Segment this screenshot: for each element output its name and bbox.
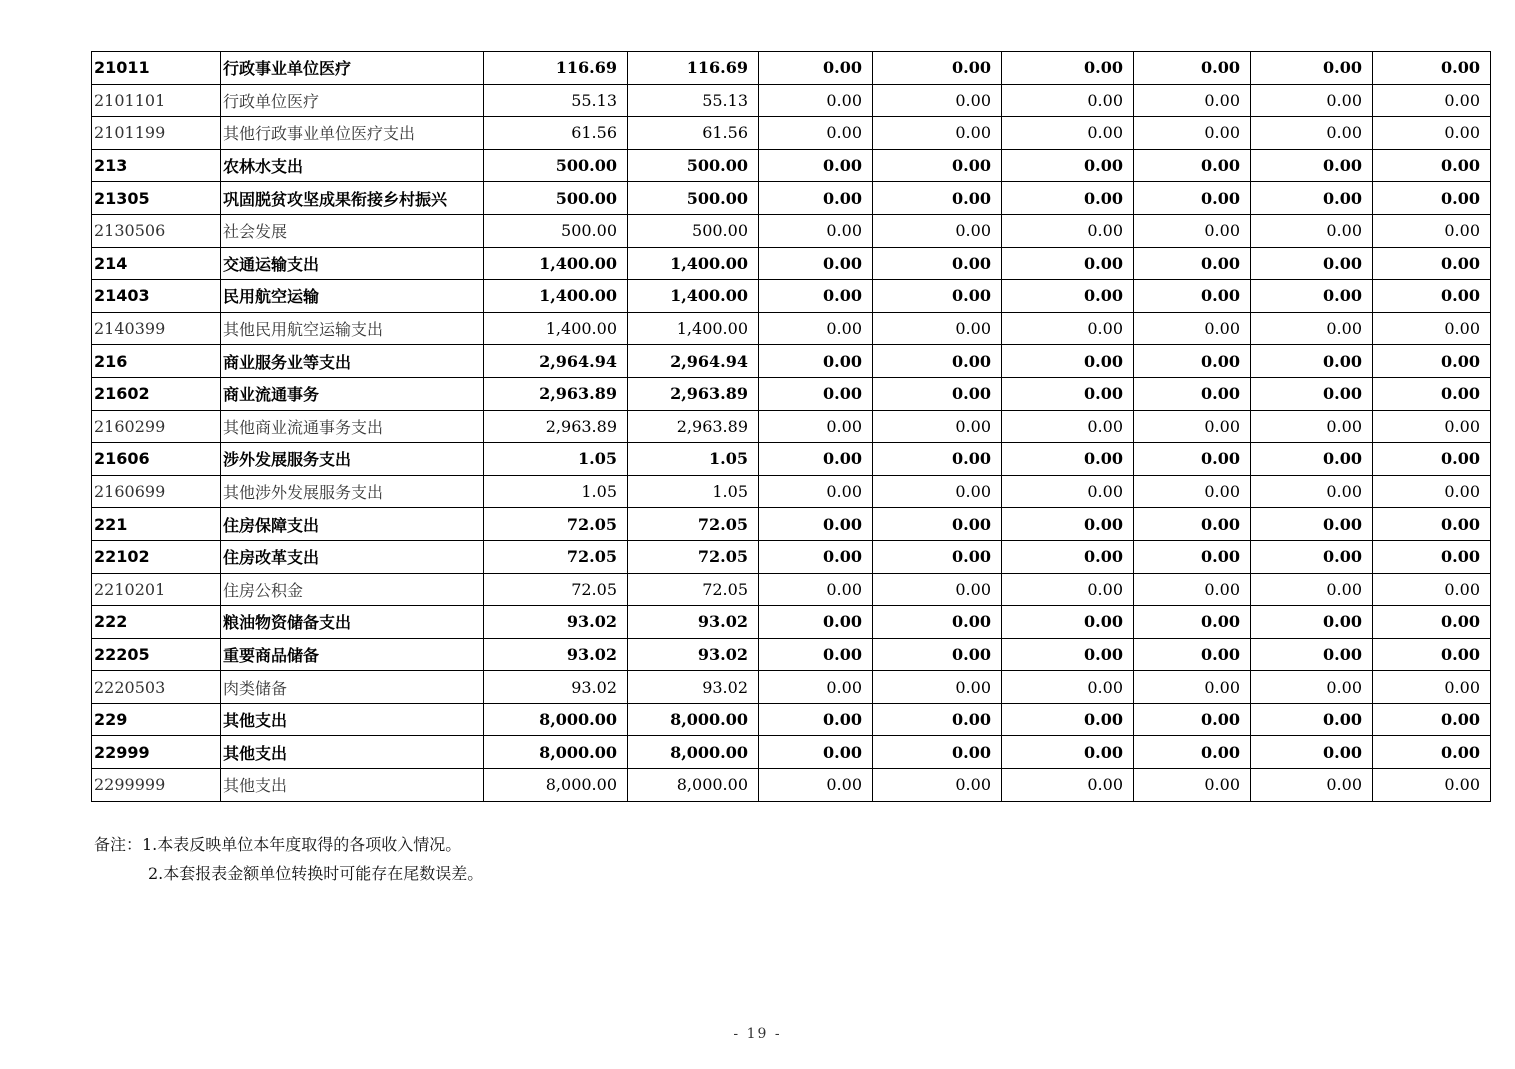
amount-cell: 0.00 [759,769,873,802]
amount-cell: 0.00 [759,606,873,639]
amount-cell: 72.05 [628,540,759,573]
amount-cell: 72.05 [628,573,759,606]
table-row [92,508,1491,541]
amount-cell: 0.00 [1002,638,1134,671]
subject-name-cell: 其他支出 [221,769,484,802]
amount-cell: 0.00 [1251,443,1373,476]
amount-cell: 0.00 [1373,508,1491,541]
table-row [92,312,1491,345]
amount-cell: 0.00 [759,182,873,215]
subject-code-cell: 22205 [92,638,221,671]
amount-cell: 1,400.00 [628,280,759,313]
subject-code-cell: 2101101 [92,84,221,117]
amount-cell: 0.00 [873,606,1002,639]
amount-cell: 0.00 [1134,703,1251,736]
amount-cell: 0.00 [873,508,1002,541]
amount-cell: 2,964.94 [628,345,759,378]
amount-cell: 500.00 [484,149,628,182]
amount-cell: 0.00 [1373,671,1491,704]
amount-cell: 0.00 [1002,410,1134,443]
subject-code-cell: 2210201 [92,573,221,606]
amount-cell: 0.00 [1002,508,1134,541]
amount-cell: 0.00 [1373,540,1491,573]
amount-cell: 0.00 [1251,540,1373,573]
subject-name-cell: 其他支出 [221,703,484,736]
subject-name-cell: 商业服务业等支出 [221,345,484,378]
amount-cell: 2,964.94 [484,345,628,378]
table-row [92,736,1491,769]
amount-cell: 500.00 [628,182,759,215]
amount-cell: 1.05 [484,475,628,508]
table-row [92,84,1491,117]
amount-cell: 1.05 [628,475,759,508]
amount-cell: 0.00 [873,573,1002,606]
amount-cell: 0.00 [1251,312,1373,345]
subject-name-cell: 重要商品储备 [221,638,484,671]
amount-cell: 1,400.00 [484,312,628,345]
note-line-1: 备注：1.本表反映单位本年度取得的各项收入情况。 [94,835,462,854]
amount-cell: 0.00 [1251,377,1373,410]
amount-cell: 0.00 [1134,345,1251,378]
table-row [92,214,1491,247]
subject-name-cell: 农林水支出 [221,149,484,182]
amount-cell: 0.00 [1002,606,1134,639]
amount-cell: 0.00 [1251,182,1373,215]
amount-cell: 0.00 [1134,475,1251,508]
subject-name-cell: 民用航空运输 [221,280,484,313]
amount-cell: 0.00 [1373,182,1491,215]
table-row [92,52,1491,85]
amount-cell: 8,000.00 [484,769,628,802]
subject-name-cell: 涉外发展服务支出 [221,443,484,476]
amount-cell: 2,963.89 [628,377,759,410]
table-row [92,769,1491,802]
amount-cell: 72.05 [484,508,628,541]
amount-cell: 0.00 [1002,377,1134,410]
amount-cell: 0.00 [1373,280,1491,313]
amount-cell: 0.00 [1134,247,1251,280]
subject-code-cell: 222 [92,606,221,639]
amount-cell: 0.00 [1134,736,1251,769]
amount-cell: 0.00 [759,475,873,508]
amount-cell: 0.00 [1134,671,1251,704]
amount-cell: 0.00 [759,52,873,85]
amount-cell: 0.00 [1251,149,1373,182]
amount-cell: 0.00 [1002,443,1134,476]
table-row [92,247,1491,280]
amount-cell: 0.00 [759,703,873,736]
subject-code-cell: 22999 [92,736,221,769]
table-row [92,606,1491,639]
subject-name-cell: 住房公积金 [221,573,484,606]
amount-cell: 0.00 [1002,573,1134,606]
amount-cell: 1,400.00 [484,247,628,280]
amount-cell: 0.00 [1373,345,1491,378]
amount-cell: 0.00 [1251,345,1373,378]
table-row [92,410,1491,443]
amount-cell: 0.00 [759,312,873,345]
amount-cell: 0.00 [1134,769,1251,802]
subject-name-cell: 商业流通事务 [221,377,484,410]
subject-code-cell: 2101199 [92,117,221,150]
subject-code-cell: 229 [92,703,221,736]
subject-code-cell: 2160299 [92,410,221,443]
amount-cell: 1.05 [628,443,759,476]
table-row [92,475,1491,508]
amount-cell: 0.00 [759,410,873,443]
amount-cell: 0.00 [1373,606,1491,639]
amount-cell: 0.00 [1373,84,1491,117]
amount-cell: 0.00 [1002,149,1134,182]
subject-name-cell: 住房改革支出 [221,540,484,573]
amount-cell: 0.00 [873,117,1002,150]
amount-cell: 0.00 [1002,247,1134,280]
subject-code-cell: 21305 [92,182,221,215]
amount-cell: 0.00 [1251,671,1373,704]
amount-cell: 0.00 [1373,475,1491,508]
amount-cell: 0.00 [1134,280,1251,313]
amount-cell: 8,000.00 [484,736,628,769]
amount-cell: 72.05 [484,540,628,573]
amount-cell: 0.00 [1002,540,1134,573]
amount-cell: 500.00 [628,149,759,182]
subject-name-cell: 行政事业单位医疗 [221,52,484,85]
subject-name-cell: 肉类储备 [221,671,484,704]
amount-cell: 0.00 [1251,508,1373,541]
amount-cell: 8,000.00 [628,703,759,736]
amount-cell: 0.00 [1373,573,1491,606]
amount-cell: 0.00 [1134,117,1251,150]
amount-cell: 0.00 [759,671,873,704]
amount-cell: 0.00 [759,247,873,280]
amount-cell: 0.00 [1002,214,1134,247]
subject-code-cell: 21602 [92,377,221,410]
amount-cell: 0.00 [873,247,1002,280]
amount-cell: 0.00 [1251,410,1373,443]
amount-cell: 0.00 [1134,214,1251,247]
amount-cell: 0.00 [759,540,873,573]
amount-cell: 0.00 [1373,149,1491,182]
amount-cell: 2,963.89 [484,377,628,410]
amount-cell: 0.00 [873,312,1002,345]
amount-cell: 0.00 [1251,638,1373,671]
subject-name-cell: 其他民用航空运输支出 [221,312,484,345]
amount-cell: 0.00 [1251,573,1373,606]
amount-cell: 0.00 [1251,475,1373,508]
amount-cell: 500.00 [628,214,759,247]
amount-cell: 0.00 [1002,345,1134,378]
amount-cell: 61.56 [628,117,759,150]
amount-cell: 0.00 [873,736,1002,769]
amount-cell: 0.00 [1134,84,1251,117]
amount-cell: 1,400.00 [484,280,628,313]
amount-cell: 0.00 [873,182,1002,215]
page-number: - 19 - [733,1026,782,1042]
amount-cell: 93.02 [628,638,759,671]
amount-cell: 0.00 [759,214,873,247]
amount-cell: 8,000.00 [628,736,759,769]
amount-cell: 1,400.00 [628,312,759,345]
subject-code-cell: 22102 [92,540,221,573]
amount-cell: 0.00 [873,280,1002,313]
amount-cell: 0.00 [1002,182,1134,215]
amount-cell: 0.00 [1251,117,1373,150]
amount-cell: 0.00 [1134,508,1251,541]
amount-cell: 0.00 [1002,475,1134,508]
amount-cell: 55.13 [484,84,628,117]
subject-name-cell: 行政单位医疗 [221,84,484,117]
amount-cell: 0.00 [759,280,873,313]
amount-cell: 0.00 [1134,606,1251,639]
subject-name-cell: 社会发展 [221,214,484,247]
amount-cell: 0.00 [1134,182,1251,215]
amount-cell: 93.02 [484,671,628,704]
amount-cell: 0.00 [759,84,873,117]
subject-code-cell: 2140399 [92,312,221,345]
amount-cell: 0.00 [759,149,873,182]
amount-cell: 0.00 [759,508,873,541]
amount-cell: 0.00 [1251,769,1373,802]
subject-name-cell: 粮油物资储备支出 [221,606,484,639]
amount-cell: 0.00 [1002,671,1134,704]
amount-cell: 0.00 [873,703,1002,736]
amount-cell: 0.00 [759,573,873,606]
amount-cell: 0.00 [1373,247,1491,280]
amount-cell: 0.00 [759,117,873,150]
amount-cell: 0.00 [873,377,1002,410]
amount-cell: 0.00 [1134,52,1251,85]
table-row [92,443,1491,476]
amount-cell: 0.00 [1373,638,1491,671]
table-row [92,638,1491,671]
amount-cell: 8,000.00 [484,703,628,736]
amount-cell: 500.00 [484,214,628,247]
amount-cell: 0.00 [1251,214,1373,247]
subject-name-cell: 其他支出 [221,736,484,769]
amount-cell: 72.05 [628,508,759,541]
amount-cell: 0.00 [873,671,1002,704]
subject-code-cell: 21403 [92,280,221,313]
amount-cell: 0.00 [1373,117,1491,150]
note-line-2: 2.本套报表金额单位转换时可能存在尾数误差。 [148,864,484,883]
amount-cell: 0.00 [759,736,873,769]
amount-cell: 0.00 [1373,443,1491,476]
amount-cell: 0.00 [873,52,1002,85]
subject-code-cell: 214 [92,247,221,280]
amount-cell: 0.00 [873,443,1002,476]
amount-cell: 116.69 [628,52,759,85]
amount-cell: 0.00 [1134,573,1251,606]
subject-name-cell: 其他涉外发展服务支出 [221,475,484,508]
amount-cell: 0.00 [1002,769,1134,802]
amount-cell: 0.00 [1134,540,1251,573]
amount-cell: 0.00 [759,638,873,671]
amount-cell: 0.00 [1002,52,1134,85]
subject-code-cell: 2220503 [92,671,221,704]
amount-cell: 0.00 [1134,312,1251,345]
amount-cell: 0.00 [1373,736,1491,769]
amount-cell: 0.00 [873,769,1002,802]
amount-cell: 2,963.89 [484,410,628,443]
amount-cell: 1,400.00 [628,247,759,280]
amount-cell: 0.00 [1002,703,1134,736]
amount-cell: 0.00 [1002,117,1134,150]
amount-cell: 116.69 [484,52,628,85]
amount-cell: 0.00 [873,214,1002,247]
amount-cell: 0.00 [1251,703,1373,736]
amount-cell: 55.13 [628,84,759,117]
amount-cell: 93.02 [628,671,759,704]
amount-cell: 0.00 [1134,638,1251,671]
amount-cell: 0.00 [759,377,873,410]
table-row [92,540,1491,573]
table-row [92,703,1491,736]
amount-cell: 72.05 [484,573,628,606]
amount-cell: 0.00 [873,638,1002,671]
table-body [92,52,1491,802]
amount-cell: 0.00 [1134,149,1251,182]
table-row [92,280,1491,313]
budget-table [91,51,1491,802]
subject-name-cell: 其他商业流通事务支出 [221,410,484,443]
amount-cell: 0.00 [873,410,1002,443]
subject-code-cell: 2299999 [92,769,221,802]
amount-cell: 0.00 [1251,606,1373,639]
table-row [92,345,1491,378]
subject-name-cell: 住房保障支出 [221,508,484,541]
amount-cell: 0.00 [1002,312,1134,345]
amount-cell: 0.00 [1002,280,1134,313]
amount-cell: 93.02 [484,638,628,671]
amount-cell: 0.00 [1251,247,1373,280]
amount-cell: 0.00 [1373,52,1491,85]
amount-cell: 93.02 [628,606,759,639]
amount-cell: 61.56 [484,117,628,150]
table-row [92,117,1491,150]
amount-cell: 0.00 [1134,377,1251,410]
amount-cell: 0.00 [1134,443,1251,476]
subject-name-cell: 交通运输支出 [221,247,484,280]
table-row [92,671,1491,704]
table-row [92,573,1491,606]
amount-cell: 0.00 [1251,736,1373,769]
subject-code-cell: 2130506 [92,214,221,247]
subject-code-cell: 2160699 [92,475,221,508]
amount-cell: 93.02 [484,606,628,639]
subject-code-cell: 216 [92,345,221,378]
subject-name-cell: 其他行政事业单位医疗支出 [221,117,484,150]
subject-code-cell: 21011 [92,52,221,85]
amount-cell: 0.00 [873,149,1002,182]
amount-cell: 0.00 [1251,52,1373,85]
amount-cell: 0.00 [1373,410,1491,443]
amount-cell: 0.00 [759,443,873,476]
amount-cell: 0.00 [1002,736,1134,769]
amount-cell: 0.00 [1251,84,1373,117]
table-row [92,149,1491,182]
subject-code-cell: 21606 [92,443,221,476]
amount-cell: 0.00 [1373,312,1491,345]
amount-cell: 0.00 [873,345,1002,378]
amount-cell: 0.00 [759,345,873,378]
amount-cell: 0.00 [1002,84,1134,117]
amount-cell: 0.00 [1373,377,1491,410]
amount-cell: 0.00 [1373,214,1491,247]
amount-cell: 0.00 [873,475,1002,508]
subject-code-cell: 213 [92,149,221,182]
table-row [92,377,1491,410]
subject-code-cell: 221 [92,508,221,541]
amount-cell: 1.05 [484,443,628,476]
subject-name-cell: 巩固脱贫攻坚成果衔接乡村振兴 [221,182,484,215]
amount-cell: 0.00 [1134,410,1251,443]
amount-cell: 0.00 [873,540,1002,573]
amount-cell: 0.00 [873,84,1002,117]
amount-cell: 500.00 [484,182,628,215]
amount-cell: 8,000.00 [628,769,759,802]
amount-cell: 2,963.89 [628,410,759,443]
table-row [92,182,1491,215]
amount-cell: 0.00 [1373,703,1491,736]
amount-cell: 0.00 [1373,769,1491,802]
amount-cell: 0.00 [1251,280,1373,313]
